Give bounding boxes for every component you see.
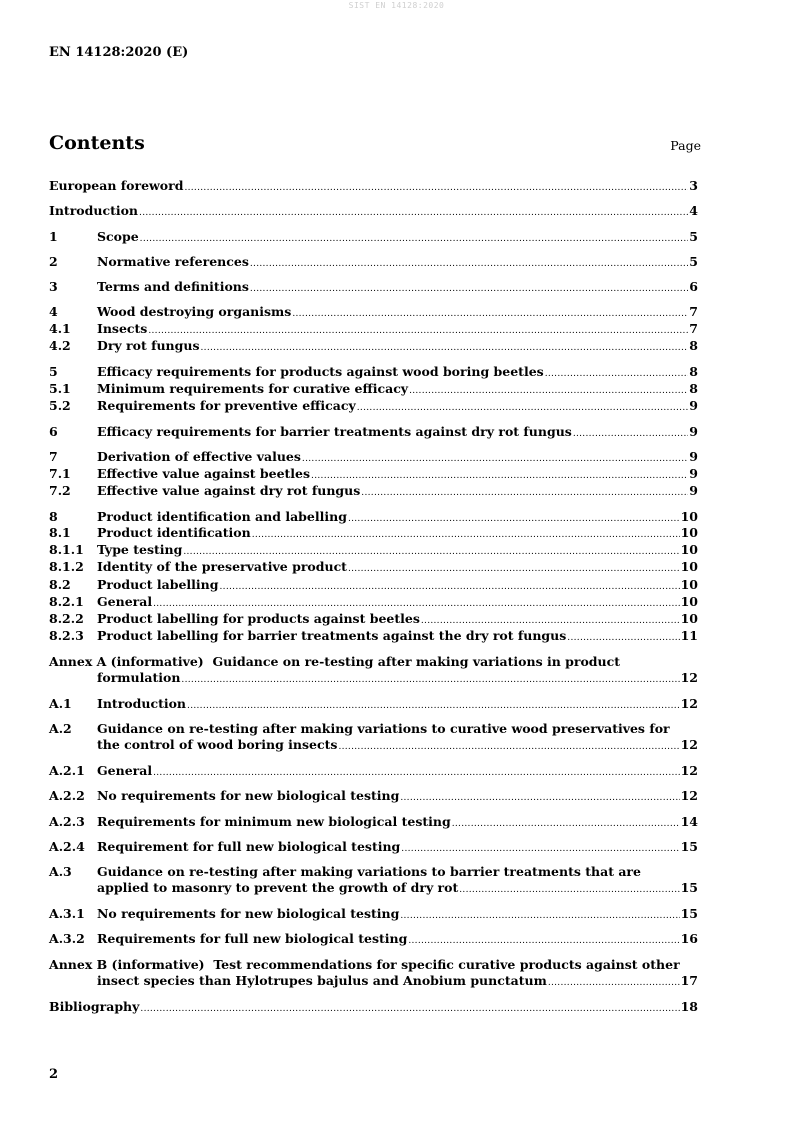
dot-leader: [311, 468, 688, 484]
dot-leader: [361, 485, 688, 501]
dot-leader: [348, 561, 680, 577]
toc-entry-title: Efficacy requirements for barrier treatments against dry rot fungus: [97, 424, 572, 439]
toc-entry-page: 15: [680, 880, 698, 895]
dot-leader: [421, 613, 680, 629]
toc-entry-title: applied to masonry to prevent the growth of dry rot: [97, 880, 459, 895]
toc-entry-page: 5: [689, 229, 698, 244]
toc-entry-number: 8.2.1: [49, 594, 84, 609]
toc-entry-title-line1: Guidance on re-testing after making variations to barrier treatments that are: [97, 864, 641, 879]
dot-leader: [187, 698, 680, 714]
toc-entry-title: Effective value against dry rot fungus: [97, 483, 361, 498]
toc-entry[interactable]: [49, 611, 698, 627]
toc-entry-page: 9: [689, 424, 698, 439]
toc-entry-number: A.2: [49, 721, 72, 736]
toc-entry[interactable]: [49, 203, 698, 219]
toc-entry[interactable]: [49, 696, 698, 712]
dot-leader: [184, 180, 688, 196]
dot-leader: [181, 672, 679, 688]
dot-leader: [400, 790, 679, 806]
toc-entry-page: 17: [680, 973, 698, 988]
toc-entry-page: 9: [689, 449, 698, 464]
dot-leader: [452, 816, 680, 832]
toc-entry-title: Bibliography: [49, 999, 140, 1014]
toc-entry-number: 2: [49, 254, 58, 269]
toc-entry-number: 8: [49, 509, 58, 524]
dot-leader: [357, 400, 689, 416]
toc-entry[interactable]: [49, 814, 698, 830]
dot-leader: [153, 596, 679, 612]
toc-entry-page: 14: [680, 814, 698, 829]
toc-entry-number: 5.1: [49, 381, 71, 396]
toc-entry-page: 9: [689, 483, 698, 498]
dot-leader: [250, 256, 688, 272]
dot-leader: [252, 527, 680, 543]
toc-entry-page: 10: [680, 559, 698, 574]
toc-entry-number: 7.2: [49, 483, 71, 498]
toc-entry-title: Requirements for full new biological testing: [97, 931, 408, 946]
toc-entry-number: Annex A (informative): [49, 654, 204, 669]
toc-entry[interactable]: [49, 398, 698, 414]
toc-entry[interactable]: [49, 483, 698, 499]
toc-entry-title: Product labelling: [97, 577, 219, 592]
dot-leader: [573, 426, 688, 442]
toc-entry-title-line1: Guidance on re-testing after making variations in product: [212, 654, 621, 669]
toc-entry-title: insect species than Hylotrupes bajulus and Anobium punctatum: [97, 973, 547, 988]
toc-entry-title: Scope: [97, 229, 139, 244]
toc-entry-number: 8.1: [49, 525, 71, 540]
toc-entry-title: Dry rot fungus: [97, 338, 200, 353]
toc-entry-title-line1: Test recommendations for specific curative products against other: [213, 957, 680, 972]
toc-entry-title: Derivation of effective values: [97, 449, 301, 464]
toc-entry[interactable]: [49, 788, 698, 804]
toc-entry-title: General: [97, 594, 153, 609]
toc-entry-number: 5: [49, 364, 58, 379]
document-identifier: EN 14128:2020 (E): [49, 45, 189, 60]
toc-entry[interactable]: [49, 559, 698, 575]
toc-entry-title-line1: Guidance on re-testing after making variations to curative wood preservatives for: [97, 721, 670, 736]
dot-leader: [548, 975, 680, 991]
toc-entry[interactable]: [49, 466, 698, 482]
page-number: 2: [49, 1067, 59, 1082]
toc-entry-number: 7: [49, 449, 58, 464]
toc-entry-page: 11: [680, 628, 698, 643]
toc-entry-page: 5: [689, 254, 698, 269]
toc-entry-number: 3: [49, 279, 58, 294]
toc-entry[interactable]: [49, 449, 698, 465]
dot-leader: [148, 323, 688, 339]
toc-entry-number: 4.1: [49, 321, 71, 336]
toc-entry-title: Efficacy requirements for products against wood boring beetles: [97, 364, 544, 379]
toc-entry-number: A.3.1: [49, 906, 85, 921]
toc-entry-page: 9: [689, 466, 698, 481]
toc-entry-page: 7: [689, 321, 698, 336]
dot-leader: [140, 231, 689, 247]
toc-entry-page: 9: [689, 398, 698, 413]
toc-entry-title: Insects: [97, 321, 148, 336]
toc-entry-title: Effective value against beetles: [97, 466, 311, 481]
dot-leader: [153, 765, 679, 781]
toc-entry-page: 15: [680, 906, 698, 921]
contents-heading: Contents: [49, 132, 145, 154]
dot-leader: [401, 841, 679, 857]
dot-leader: [183, 544, 679, 560]
toc-entry-number: 8.1.2: [49, 559, 84, 574]
toc-entry[interactable]: [49, 721, 698, 753]
dot-leader: [201, 340, 689, 356]
toc-entry[interactable]: [49, 577, 698, 593]
toc-entry[interactable]: [49, 254, 698, 270]
toc-entry-page: 7: [689, 304, 698, 319]
dot-leader: [545, 366, 689, 382]
toc-entry-page: 15: [680, 839, 698, 854]
toc-entry-number: 1: [49, 229, 58, 244]
toc-entry-page: 10: [680, 577, 698, 592]
toc-entry-title: Product identification and labelling: [97, 509, 347, 524]
dot-leader: [408, 933, 679, 949]
toc-entry-number: Annex B (informative): [49, 957, 205, 972]
dot-leader: [338, 739, 679, 755]
dot-leader: [292, 306, 688, 322]
toc-entry-title: Introduction: [49, 203, 139, 218]
toc-entry[interactable]: [49, 594, 698, 610]
toc-entry-page: 10: [680, 542, 698, 557]
toc-entry-number: A.2.2: [49, 788, 85, 803]
toc-entry[interactable]: [49, 381, 698, 397]
toc-entry-page: 18: [680, 999, 698, 1014]
toc-entry-title: No requirements for new biological testing: [97, 906, 400, 921]
toc-entry-number: 4: [49, 304, 58, 319]
toc-entry-number: 6: [49, 424, 58, 439]
toc-entry[interactable]: [49, 628, 698, 644]
toc-entry-title: Normative references: [97, 254, 249, 269]
dot-leader: [302, 451, 688, 467]
toc-entry-title: Type testing: [97, 542, 183, 557]
dot-leader: [139, 205, 688, 221]
toc-entry-page: 16: [680, 931, 698, 946]
toc-entry-number: A.3: [49, 864, 72, 879]
toc-entry-title: Identity of the preservative product: [97, 559, 347, 574]
toc-entry[interactable]: [49, 906, 698, 922]
toc-entry-number: 7.1: [49, 466, 71, 481]
toc-entry-title: Introduction: [97, 696, 187, 711]
toc-entry-number: A.2.3: [49, 814, 85, 829]
toc-entry-page: 10: [680, 611, 698, 626]
toc-entry[interactable]: [49, 542, 698, 558]
toc-entry-page: 8: [689, 364, 698, 379]
toc-entry-number: 8.2: [49, 577, 71, 592]
dot-leader: [409, 383, 688, 399]
toc-entry-page: 8: [689, 381, 698, 396]
toc-entry-number: 8.1.1: [49, 542, 84, 557]
toc-entry-title: formulation: [97, 670, 181, 685]
toc-entry[interactable]: [49, 338, 698, 354]
toc-entry-title: Product labelling for products against beetles: [97, 611, 420, 626]
toc-entry[interactable]: [49, 424, 698, 440]
toc-entry[interactable]: [49, 279, 698, 295]
toc-entry-page: 12: [680, 788, 698, 803]
toc-entry-title: No requirements for new biological testing: [97, 788, 400, 803]
toc-entry[interactable]: [49, 525, 698, 541]
toc-entry-page: 4: [689, 203, 698, 218]
toc-entry-page: 8: [689, 338, 698, 353]
toc-entry-page: 12: [680, 670, 698, 685]
toc-entry-title: Requirement for full new biological testing: [97, 839, 401, 854]
toc-entry-title: European foreword: [49, 178, 184, 193]
toc-entry[interactable]: [49, 864, 698, 896]
toc-entry-page: 12: [680, 763, 698, 778]
toc-entry-title: the control of wood boring insects: [97, 737, 338, 752]
toc-entry[interactable]: [49, 957, 698, 989]
toc-entry-page: 10: [680, 509, 698, 524]
watermark: SIST EN 14128:2020: [348, 1, 445, 10]
toc-entry-number: 8.2.2: [49, 611, 84, 626]
toc-entry[interactable]: [49, 999, 698, 1015]
page-column-label: Page: [670, 138, 701, 153]
toc-entry-number: A.2.1: [49, 763, 85, 778]
toc-entry[interactable]: [49, 321, 698, 337]
toc-entry-title: Requirements for preventive efficacy: [97, 398, 356, 413]
dot-leader: [220, 579, 680, 595]
toc-entry-page: 12: [680, 696, 698, 711]
toc-entry[interactable]: [49, 509, 698, 525]
dot-leader: [400, 908, 679, 924]
toc-entry-page: 10: [680, 594, 698, 609]
toc-entry-title: Requirements for minimum new biological testing: [97, 814, 451, 829]
toc-entry[interactable]: [49, 229, 698, 245]
toc-entry[interactable]: [49, 654, 698, 686]
toc-entry-title: Minimum requirements for curative efficacy: [97, 381, 409, 396]
toc-entry-number: A.2.4: [49, 839, 85, 854]
toc-entry-title: General: [97, 763, 153, 778]
toc-entry-number: A.1: [49, 696, 72, 711]
toc-entry-title: Terms and definitions: [97, 279, 249, 294]
toc-entry[interactable]: [49, 763, 698, 779]
toc-entry-page: 3: [689, 178, 698, 193]
dot-leader: [250, 281, 688, 297]
dot-leader: [140, 1001, 679, 1017]
toc-entry-number: 4.2: [49, 338, 71, 353]
dot-leader: [459, 882, 679, 898]
toc-entry[interactable]: [49, 364, 698, 380]
toc-entry[interactable]: [49, 839, 698, 855]
toc-entry[interactable]: [49, 304, 698, 320]
toc-entry-title: Wood destroying organisms: [97, 304, 292, 319]
dot-leader: [567, 630, 679, 646]
toc-entry[interactable]: [49, 178, 698, 194]
toc-entry-number: 8.2.3: [49, 628, 84, 643]
toc-entry-page: 10: [680, 525, 698, 540]
toc-entry-number: A.3.2: [49, 931, 85, 946]
toc-entry[interactable]: [49, 931, 698, 947]
toc-entry-page: 12: [680, 737, 698, 752]
toc-entry-number: 5.2: [49, 398, 71, 413]
toc-entry-title: Product labelling for barrier treatments against the dry rot fungus: [97, 628, 567, 643]
toc-entry-title: Product identification: [97, 525, 251, 540]
toc-entry-page: 6: [689, 279, 698, 294]
